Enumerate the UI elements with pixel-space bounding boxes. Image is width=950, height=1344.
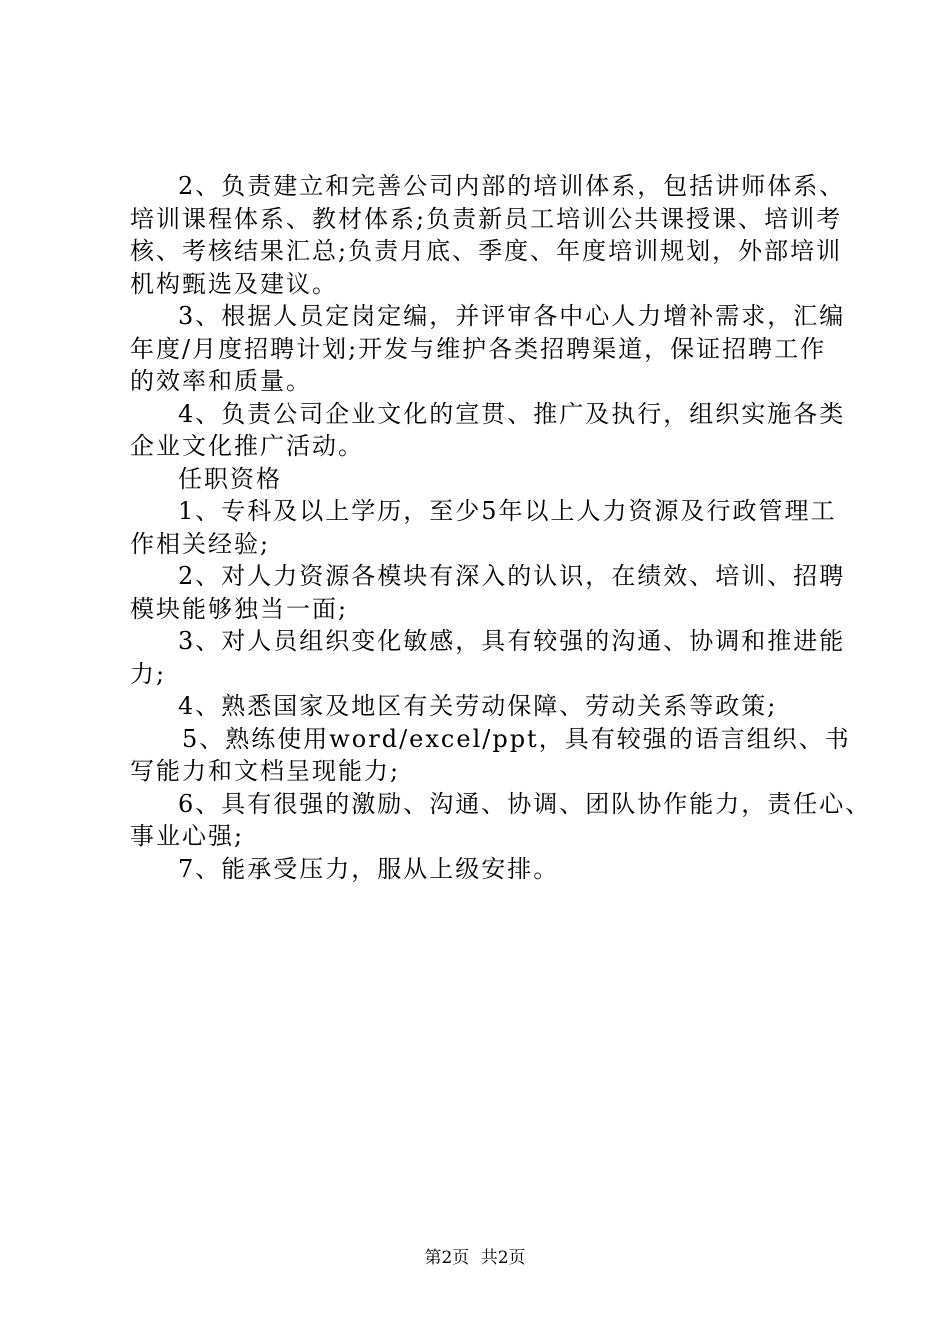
paragraph-line: 1、专科及以上学历，至少5年以上人力资源及行政管理工 <box>178 497 837 525</box>
page-number: 第2页 <box>424 1248 470 1268</box>
paragraph-line: 2、对人力资源各模块有深入的认识，在绩效、培训、招聘 <box>178 562 846 590</box>
paragraph-line: 事业心强; <box>130 822 245 850</box>
paragraph-line: 2、负责建立和完善公司内部的培训体系，包括讲师体系、 <box>178 172 846 200</box>
page-footer <box>0 1243 950 1268</box>
paragraph-line: 6、具有很强的激励、沟通、协调、团队协作能力，责任心、 <box>178 789 872 818</box>
paragraph-line: 企业文化推广活动。 <box>130 432 364 460</box>
paragraph-line: 3、根据人员定岗定编，并评审各中心人力增补需求，汇编 <box>178 302 846 330</box>
paragraph-line: 4、熟悉国家及地区有关劳动保障、劳动关系等政策; <box>178 692 778 720</box>
paragraph-line: 年度/月度招聘计划;开发与维护各类招聘渠道，保证招聘工作 <box>130 334 827 363</box>
paragraph-line: 写能力和文档呈现能力; <box>130 757 401 785</box>
paragraph-line: 机构甄选及建议。 <box>130 269 338 298</box>
page-total: 共2页 <box>480 1248 526 1268</box>
paragraph-line: 培训课程体系、教材体系;负责新员工培训公共课授课、培训考 <box>130 204 843 233</box>
paragraph-line: 核、考核结果汇总;负责月底、季度、年度培训规划，外部培训 <box>130 237 843 265</box>
paragraph-line: 的效率和质量。 <box>130 367 312 395</box>
paragraph-line: 3、对人员组织变化敏感，具有较强的沟通、协调和推进能 <box>178 627 846 655</box>
paragraph-line: 7、能承受压力，服从上级安排。 <box>178 854 560 883</box>
paragraph-line: 5、熟练使用word/excel/ppt，具有较强的语言组织、书 <box>182 724 851 753</box>
paragraph-line: 4、负责公司企业文化的宣贯、推广及执行，组织实施各类 <box>178 399 846 428</box>
paragraph-line: 力; <box>130 659 167 688</box>
paragraph-line: 作相关经验; <box>130 529 271 558</box>
paragraph-line: 模块能够独当一面; <box>130 594 349 623</box>
document-body <box>130 170 872 885</box>
section-heading: 任职资格 <box>178 464 282 493</box>
